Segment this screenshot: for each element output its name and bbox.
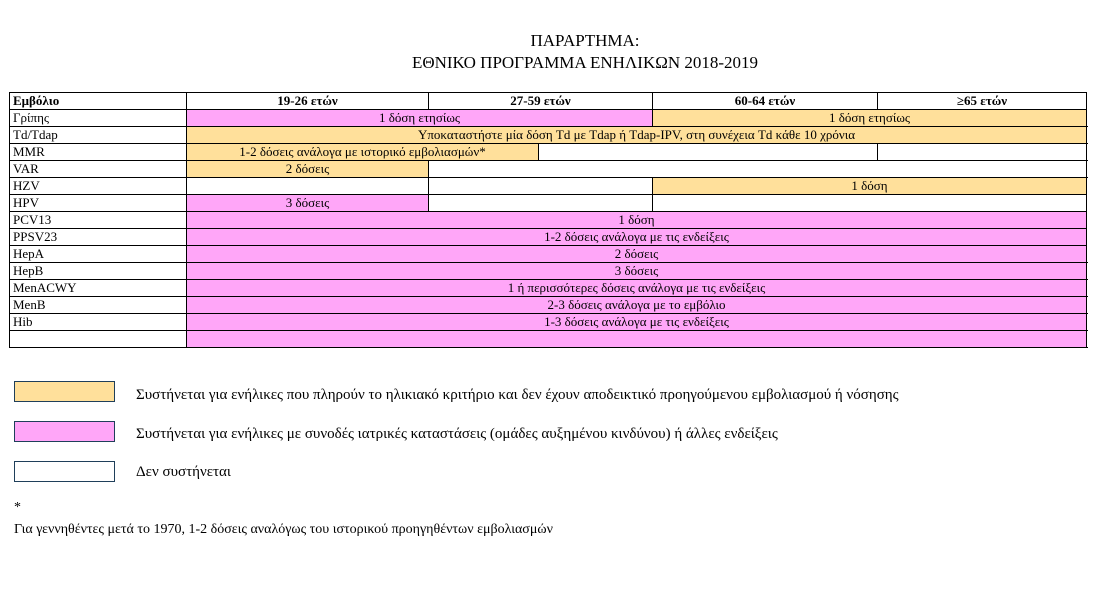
table-row: [10, 297, 1087, 314]
vaccine-name-cell: VAR: [10, 161, 187, 178]
table-row: [10, 161, 1087, 178]
legend-text-white: Δεν συστήνεται: [136, 464, 231, 480]
schedule-cell: 1 δόση ετησίως: [187, 110, 653, 127]
schedule-cell: 3 δόσεις: [187, 263, 1087, 280]
schedule-cell: 1-2 δόσεις ανάλογα με τις ενδείξεις: [187, 229, 1087, 246]
schedule-cell: [653, 195, 1087, 212]
footnote-mark: *: [14, 500, 21, 515]
schedule-cell: 2-3 δόσεις ανάλογα με το εμβόλιο: [187, 297, 1087, 314]
vaccine-name-cell: MenACWY: [10, 280, 187, 297]
table-row: [10, 229, 1087, 246]
table-row: [10, 144, 1087, 161]
table-row: [10, 195, 1087, 212]
table-row: [10, 263, 1087, 280]
table-row: [10, 212, 1087, 229]
legend-swatch-yellow: [14, 381, 115, 402]
schedule-cell: Υποκαταστήστε μία δόση Td με Tdap ή Tdap-IPV, στη συνέχεια Td κάθε 10 χρόνια: [187, 127, 1087, 144]
schedule-cell: 1 δόση ετησίως: [653, 110, 1087, 127]
vaccine-name-cell: MMR: [10, 144, 187, 161]
table-row: [10, 314, 1087, 331]
header-age-60-64: 60-64 ετών: [653, 93, 878, 110]
header-age-65-plus: ≥65 ετών: [878, 93, 1087, 110]
table-row: [10, 331, 1087, 348]
vaccine-name-cell: HZV: [10, 178, 187, 195]
vaccine-name-cell: HPV: [10, 195, 187, 212]
vaccine-name-cell: Γρίπης: [10, 110, 187, 127]
schedule-cell: [187, 331, 1087, 348]
schedule-cell: [878, 144, 1087, 161]
schedule-cell: 1 δόση: [187, 212, 1087, 229]
vaccine-name-cell: Hib: [10, 314, 187, 331]
vaccine-name-cell: PCV13: [10, 212, 187, 229]
table-header-row: [10, 93, 1087, 110]
header-vaccine: Εμβόλιο: [10, 93, 187, 110]
schedule-cell: 1 ή περισσότερες δόσεις ανάλογα με τις ενδείξεις: [187, 280, 1087, 297]
legend-text-pink: Συστήνεται για ενήλικες με συνοδές ιατρικές καταστάσεις (ομάδες αυξημένου κινδύνου) ή άλλες ενδείξεις: [136, 426, 778, 442]
vaccine-name-cell: Td/Tdap: [10, 127, 187, 144]
vaccine-name-cell: [10, 331, 187, 348]
schedule-cell: [539, 144, 878, 161]
vaccine-name-cell: HepA: [10, 246, 187, 263]
schedule-cell: 2 δόσεις: [187, 246, 1087, 263]
vaccine-name-cell: MenB: [10, 297, 187, 314]
header-age-19-26: 19-26 ετών: [187, 93, 429, 110]
table-row: [10, 178, 1087, 195]
table-row: [10, 110, 1087, 127]
legend-swatch-white: [14, 461, 115, 482]
schedule-cell: 2 δόσεις: [187, 161, 429, 178]
schedule-cell: 1 δόση: [653, 178, 1087, 195]
table-row: [10, 280, 1087, 297]
page-title-line1: ΠΑΡΑΡΤΗΜΑ:: [530, 31, 640, 50]
table-row: [10, 127, 1087, 144]
header-age-27-59: 27-59 ετών: [429, 93, 653, 110]
schedule-cell: 1-3 δόσεις ανάλογα με τις ενδείξεις: [187, 314, 1087, 331]
footnote-text: Για γεννηθέντες μετά το 1970, 1-2 δόσεις αναλόγως του ιστορικού προηγηθέντων εμβολιασμών: [14, 522, 553, 537]
schedule-cell: 1-2 δόσεις ανάλογα με ιστορικό εμβολιασμών*: [187, 144, 539, 161]
legend-text-yellow: Συστήνεται για ενήλικες που πληρούν το ηλικιακό κριτήριο και δεν έχουν αποδεικτικό προηγούμενου εμβολιασμού ή νόσησης: [136, 387, 899, 403]
vaccine-name-cell: PPSV23: [10, 229, 187, 246]
vaccination-schedule-table: [9, 92, 1087, 348]
schedule-cell: [429, 195, 653, 212]
legend-swatch-pink: [14, 421, 115, 442]
schedule-cell: 3 δόσεις: [187, 195, 429, 212]
vaccine-name-cell: HepB: [10, 263, 187, 280]
schedule-cell: [429, 178, 653, 195]
schedule-cell: [187, 178, 429, 195]
page-title-line2: ΕΘΝΙΚΟ ΠΡΟΓΡΑΜΜΑ ΕΝΗΛΙΚΩΝ 2018-2019: [411, 53, 759, 72]
schedule-cell: [429, 161, 1087, 178]
table-row: [10, 246, 1087, 263]
